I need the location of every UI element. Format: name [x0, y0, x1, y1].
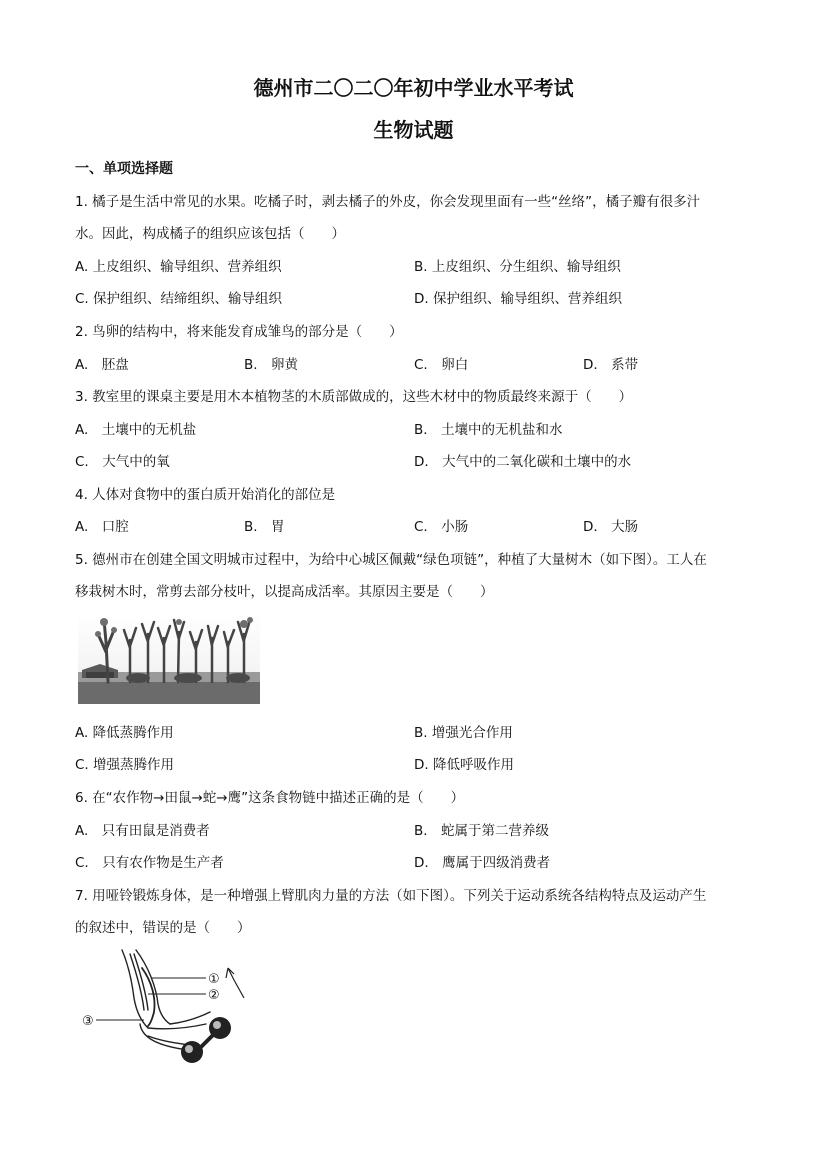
q3-option-a: A. 土壤中的无机盐: [75, 422, 197, 438]
q2-option-b: B. 卵黄: [244, 357, 299, 373]
q5-stem-line2: 移栽树木时，常剪去部分枝叶，以提高成活率。其原因主要是（ ）: [75, 584, 494, 600]
q2-option-d: D. 系带: [583, 357, 639, 373]
q6-option-d: D. 鹰属于四级消费者: [414, 855, 551, 871]
q6-option-a: A. 只有田鼠是消费者: [75, 823, 210, 839]
q1-option-a: A. 上皮组织、输导组织、营养组织: [75, 259, 282, 275]
label-2: ②: [208, 988, 220, 1003]
exam-subtitle: 生物试题: [373, 118, 454, 142]
q3-stem: 3. 教室里的课桌主要是用木本植物茎的木质部做成的，这些木材中的物质最终来源于（ ）: [75, 389, 633, 405]
q5-stem-line1: 5. 德州市在创建全国文明城市过程中，为给中心城区佩戴“绿色项链”，种植了大量树木（如下图）。工人在: [75, 552, 707, 568]
q5-option-b: B. 增强光合作用: [414, 725, 513, 741]
q6-stem: 6. 在“农作物→田鼠→蛇→鹰”这条食物链中描述正确的是（ ）: [75, 790, 465, 806]
q4-stem: 4. 人体对食物中的蛋白质开始消化的部位是: [75, 487, 336, 503]
q2-stem: 2. 鸟卵的结构中，将来能发育成雏鸟的部分是（ ）: [75, 324, 403, 340]
label-1: ①: [208, 972, 220, 987]
q5-option-a: A. 降低蒸腾作用: [75, 725, 174, 741]
q6-option-b: B. 蛇属于第二营养级: [414, 823, 550, 839]
q2-option-c: C. 卵白: [414, 357, 469, 373]
q7-stem-line1: 7. 用哑铃锻炼身体，是一种增强上臂肌肉力量的方法（如下图）。下列关于运动系统各结构特点及运动产生: [75, 888, 707, 904]
tree-planting-photo: [78, 612, 260, 704]
q4-option-b: B. 胃: [244, 519, 285, 535]
q1-stem-line1: 1. 橘子是生活中常见的水果。吃橘子时，剥去橘子的外皮，你会发现里面有一些“丝络”，橘子瓣有很多汁: [75, 194, 701, 210]
section-heading: 一、单项选择题: [75, 161, 173, 177]
q6-option-c: C. 只有农作物是生产者: [75, 855, 224, 871]
q3-option-b: B. 土壤中的无机盐和水: [414, 422, 563, 438]
q4-option-c: C. 小肠: [414, 519, 469, 535]
q1-option-d: D. 保护组织、输导组织、营养组织: [414, 291, 622, 307]
q5-option-c: C. 增强蒸腾作用: [75, 757, 175, 773]
q4-option-d: D. 大肠: [583, 519, 639, 535]
q7-stem-line2: 的叙述中，错误的是（ ）: [75, 920, 251, 936]
q2-option-a: A. 胚盘: [75, 357, 129, 373]
arm-dumbbell-diagram: [78, 946, 258, 1068]
q1-option-c: C. 保护组织、结缔组织、输导组织: [75, 291, 283, 307]
q3-option-d: D. 大气中的二氧化碳和土壤中的水: [414, 454, 632, 470]
q4-option-a: A. 口腔: [75, 519, 129, 535]
q3-option-c: C. 大气中的氧: [75, 454, 170, 470]
q5-option-d: D. 降低呼吸作用: [414, 757, 514, 773]
q1-option-b: B. 上皮组织、分生组织、输导组织: [414, 259, 621, 275]
q1-stem-line2: 水。因此，构成橘子的组织应该包括（ ）: [75, 226, 345, 242]
label-3: ③: [82, 1014, 94, 1029]
exam-title: 德州市二〇二〇年初中学业水平考试: [253, 76, 574, 100]
